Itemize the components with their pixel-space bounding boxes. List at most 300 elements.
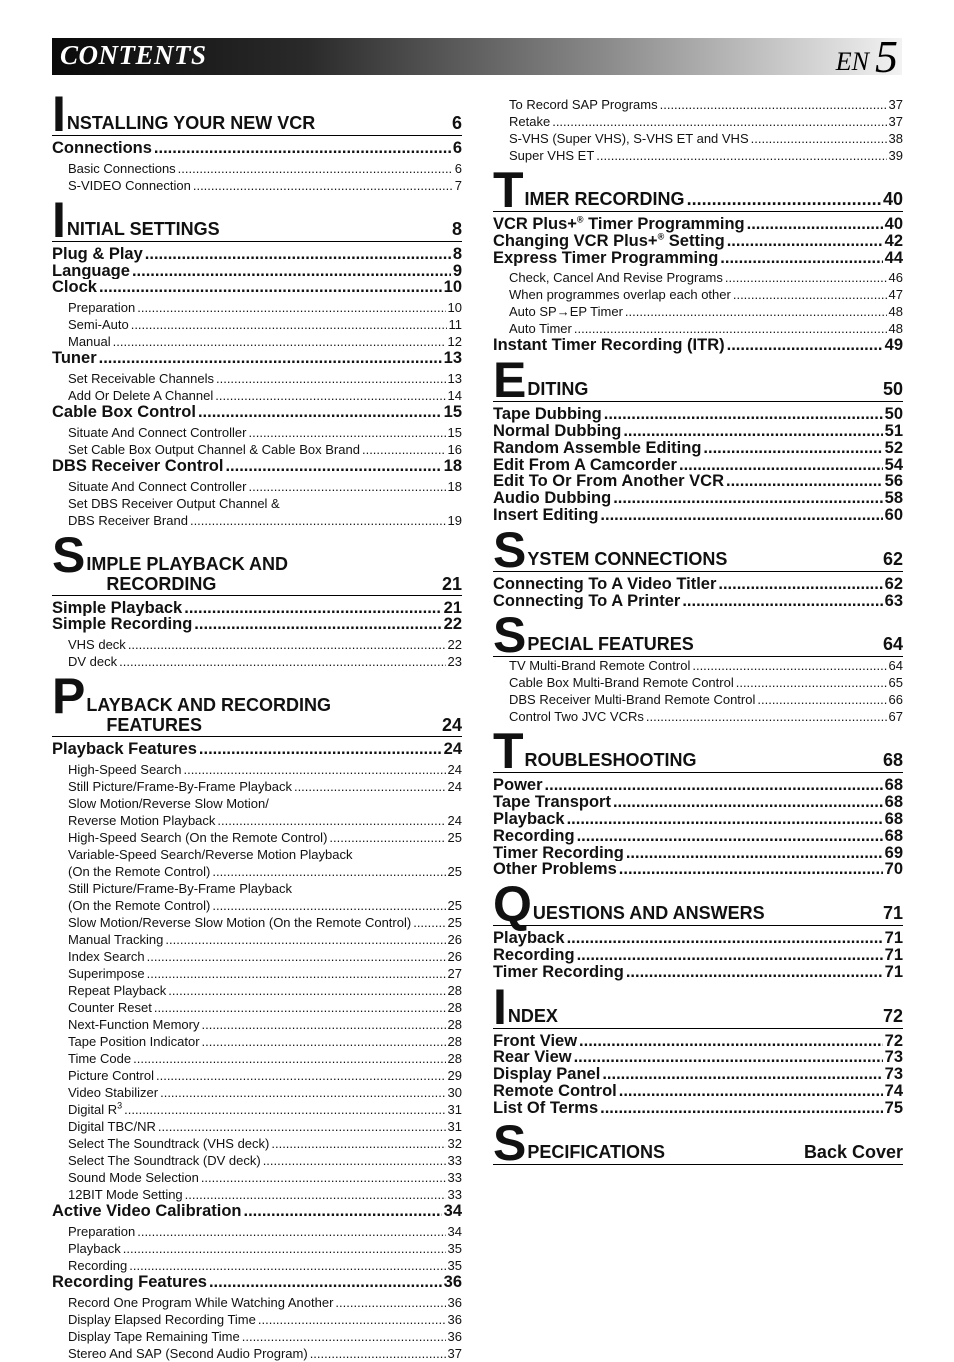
- toc-entry[interactable]: [52, 1203, 462, 1220]
- entry-title-text: Video Stabilizer: [68, 1084, 159, 1100]
- entry-title-text: Clock: [52, 279, 97, 297]
- toc-subentry[interactable]: [52, 512, 462, 529]
- dot-leader: [727, 233, 883, 250]
- entry-title: [509, 674, 734, 691]
- toc-subentry[interactable]: [52, 761, 462, 778]
- entry-title: [493, 490, 611, 507]
- entry-page: 69: [884, 844, 903, 862]
- page-number-block: [835, 31, 898, 82]
- entry-page: 27: [447, 965, 462, 981]
- entry-page: 33: [447, 1152, 462, 1168]
- entry-page: 75: [884, 1099, 903, 1117]
- toc-subentry[interactable]: [52, 1223, 462, 1240]
- entry-title-text: Recording: [68, 1257, 128, 1273]
- section-heading[interactable]: [52, 191, 462, 248]
- toc-entry[interactable]: [493, 845, 903, 862]
- dot-leader: [99, 350, 442, 367]
- toc-entry[interactable]: [493, 1100, 903, 1117]
- entry-title: [493, 250, 718, 267]
- entry-page: 42: [884, 232, 903, 250]
- entry-title-text: Instant Timer Recording (ITR): [493, 337, 725, 355]
- entry-title-text: Superimpose: [68, 965, 145, 981]
- dot-leader: [718, 576, 882, 593]
- entry-title-text: Preparation: [68, 1223, 136, 1239]
- toc-entry[interactable]: [493, 930, 903, 947]
- section-heading[interactable]: [493, 876, 903, 933]
- toc-subentry[interactable]: [52, 424, 462, 441]
- toc-subentry[interactable]: [52, 441, 462, 458]
- entry-page: 32: [447, 1135, 462, 1151]
- entry-title-text: Timer Recording: [493, 963, 624, 981]
- entry-title: [68, 1118, 156, 1135]
- entry-title-text: Select The Soundtrack (DV deck): [68, 1152, 261, 1168]
- toc-entry[interactable]: [52, 600, 462, 617]
- section-title: [493, 978, 903, 1035]
- entry-page: 19: [447, 512, 462, 528]
- toc-entry[interactable]: [493, 490, 903, 507]
- entry-page: 26: [447, 931, 462, 947]
- section-heading[interactable]: [52, 86, 462, 142]
- dot-leader: [329, 829, 445, 846]
- dot-leader: [154, 999, 446, 1016]
- toc-entry[interactable]: [52, 140, 462, 157]
- entry-title-text: Connections: [52, 140, 152, 157]
- dot-leader: [736, 674, 887, 691]
- section-heading[interactable]: [493, 521, 903, 578]
- toc-subentry[interactable]: [52, 160, 462, 177]
- dot-leader: [249, 478, 446, 495]
- section-title-text: PECIAL FEATURES: [527, 634, 694, 655]
- entry-page: 56: [884, 473, 903, 491]
- entry-superscript: ®: [657, 232, 665, 242]
- toc-entry[interactable]: [52, 741, 462, 758]
- section-initial: S: [493, 521, 527, 578]
- dot-leader: [258, 1311, 446, 1328]
- section-initial: S: [493, 607, 527, 664]
- section-heading[interactable]: [493, 352, 903, 409]
- toc-subentry[interactable]: [52, 653, 462, 670]
- entry-title: [68, 1101, 122, 1118]
- toc-subentry[interactable]: [52, 863, 462, 880]
- toc-subentry[interactable]: [52, 1169, 462, 1186]
- section-initial: E: [493, 352, 527, 409]
- toc-entry[interactable]: [493, 811, 903, 828]
- toc-subentry[interactable]: [493, 147, 903, 164]
- entry-title: [52, 140, 152, 157]
- entry-title: [509, 96, 658, 113]
- dot-leader: [185, 1186, 446, 1203]
- entry-title-text: Next-Function Memory: [68, 1016, 200, 1032]
- toc-subentry[interactable]: [52, 1118, 462, 1135]
- toc-subentry[interactable]: [52, 1345, 462, 1362]
- entry-page: 68: [884, 810, 903, 828]
- toc-subentry[interactable]: [493, 269, 903, 286]
- entry-title: [68, 478, 247, 495]
- dot-leader: [682, 593, 882, 610]
- section-heading[interactable]: [493, 723, 903, 780]
- entry-title-text: Situate And Connect Controller: [68, 478, 247, 494]
- toc-subentry[interactable]: [52, 897, 462, 914]
- section-page: 68: [882, 750, 903, 771]
- section-title-text: LAYBACK AND RECORDING: [86, 695, 332, 716]
- entry-title-text: Slow Motion/Reverse Slow Motion (On the Remote Control): [68, 914, 412, 930]
- entry-title: [68, 778, 292, 795]
- entry-title-text: Preparation: [68, 300, 136, 316]
- toc-subentry[interactable]: [52, 948, 462, 965]
- entry-title: [68, 512, 188, 529]
- toc-entry[interactable]: [52, 404, 462, 421]
- dot-leader: [113, 333, 446, 350]
- entry-title-text: Active Video Calibration: [52, 1202, 242, 1220]
- entry-page: 47: [888, 287, 903, 303]
- toc-subentry[interactable]: [52, 1294, 462, 1311]
- entry-page: 18: [447, 478, 462, 494]
- toc-entry[interactable]: [493, 1049, 903, 1066]
- toc-subentry[interactable]: [52, 1067, 462, 1084]
- entry-title-text: Audio Dubbing: [493, 490, 612, 507]
- section-page: 6: [451, 113, 462, 133]
- entry-title: [52, 458, 223, 475]
- entry-title-text: Digital TBC/NR: [68, 1118, 156, 1134]
- toc-entry[interactable]: [493, 1066, 903, 1083]
- entry-page: 34: [447, 1223, 462, 1239]
- toc-subentry-continued: Set DBS Receiver Output Channel &: [68, 495, 280, 511]
- toc-subentry[interactable]: [52, 387, 462, 404]
- entry-page: 68: [884, 827, 903, 845]
- entry-page: 21: [443, 599, 462, 617]
- entry-title: [68, 1294, 333, 1311]
- entry-title-text: Tuner: [52, 350, 97, 367]
- dot-leader: [242, 1328, 446, 1345]
- dot-leader: [600, 507, 882, 524]
- toc-entry[interactable]: [493, 507, 903, 524]
- section-heading[interactable]: [52, 668, 462, 737]
- entry-page: 22: [443, 616, 462, 634]
- entry-title-text: Reverse Motion Playback: [68, 812, 216, 828]
- toc-entry[interactable]: [493, 440, 903, 457]
- dot-leader: [294, 778, 446, 795]
- dot-leader: [99, 279, 442, 296]
- section-page: 8: [451, 218, 462, 239]
- toc-subentry[interactable]: [52, 812, 462, 829]
- entry-title: [509, 130, 749, 147]
- section-title-line: [86, 554, 462, 574]
- entry-page: 52: [884, 439, 903, 457]
- section-heading[interactable]: [52, 526, 462, 596]
- entry-page: 39: [888, 148, 903, 163]
- dot-leader: [178, 160, 453, 177]
- entry-title: [509, 269, 723, 286]
- entry-page: 31: [447, 1101, 462, 1117]
- entry-title: [68, 1016, 199, 1033]
- toc-subentry[interactable]: [52, 1240, 462, 1257]
- toc-entry[interactable]: [493, 406, 903, 423]
- toc-subentry[interactable]: [52, 1328, 462, 1345]
- entry-title: [68, 1169, 199, 1186]
- toc-subentry[interactable]: [52, 636, 462, 653]
- toc-entry[interactable]: [493, 576, 903, 593]
- entry-page: 72: [884, 1032, 903, 1050]
- toc-subentry[interactable]: [52, 1152, 462, 1169]
- toc-subentry[interactable]: [52, 965, 462, 982]
- toc-subentry[interactable]: [52, 177, 462, 194]
- entry-title: [68, 1152, 261, 1169]
- entry-page: 24: [447, 778, 462, 794]
- section-page: 64: [882, 634, 903, 655]
- toc-subentry[interactable]: [52, 931, 462, 948]
- entry-page: 58: [884, 490, 903, 507]
- entry-title-text: Tape Position Indicator: [68, 1033, 200, 1049]
- entry-title: [493, 337, 725, 354]
- entry-page: 12: [447, 334, 462, 350]
- entry-title-text: High-Speed Search (On the Remote Control): [68, 829, 328, 845]
- toc-subentry[interactable]: [493, 286, 903, 303]
- section-page: 71: [882, 903, 903, 924]
- entry-title-text: Manual Tracking: [68, 931, 164, 947]
- entry-title-text: Display Tape Remaining Time: [68, 1328, 240, 1344]
- dot-leader: [244, 1203, 442, 1220]
- dot-leader: [613, 490, 882, 507]
- entry-title: [509, 286, 731, 303]
- toc-subentry[interactable]: [52, 1084, 462, 1101]
- toc-entry[interactable]: [493, 250, 903, 267]
- entry-title: [493, 1100, 598, 1117]
- toc-subentry[interactable]: [52, 982, 462, 999]
- entry-page: 64: [888, 658, 903, 674]
- entry-title-text: To Record SAP Programs: [509, 97, 658, 112]
- entry-title: [68, 982, 166, 999]
- entry-page: 13: [447, 370, 462, 386]
- entry-title-text: Picture Control: [68, 1067, 154, 1083]
- toc-entry[interactable]: [52, 616, 462, 633]
- entry-title-text: Auto Timer: [509, 321, 572, 337]
- dot-leader: [725, 269, 887, 286]
- section-heading[interactable]: [493, 1114, 903, 1171]
- dot-leader: [623, 423, 882, 440]
- section-initial: S: [493, 1114, 527, 1171]
- dot-leader: [567, 811, 883, 828]
- dot-leader: [619, 861, 883, 878]
- entry-title: [68, 316, 129, 333]
- dot-leader: [602, 1066, 882, 1083]
- entry-title: [52, 1203, 242, 1220]
- dot-leader: [596, 147, 886, 164]
- entry-title: [493, 930, 565, 947]
- entry-page: 15: [443, 403, 462, 421]
- entry-title-text-2: Timer Programming: [583, 216, 745, 233]
- entry-title: [509, 708, 644, 725]
- toc-entry[interactable]: [52, 350, 462, 367]
- dot-leader: [165, 931, 445, 948]
- toc-subentry[interactable]: [493, 657, 903, 674]
- entry-page: 37: [888, 114, 903, 129]
- toc-entry[interactable]: [493, 233, 903, 250]
- entry-title: [68, 1033, 200, 1050]
- entry-title: [493, 233, 725, 250]
- section-heading[interactable]: [493, 978, 903, 1035]
- toc-subentry[interactable]: [52, 829, 462, 846]
- toc-subentry[interactable]: [52, 1135, 462, 1152]
- toc-entry[interactable]: [493, 1083, 903, 1100]
- toc-subentry[interactable]: [52, 1311, 462, 1328]
- entry-page: 24: [447, 761, 462, 777]
- entry-page: 8: [452, 245, 462, 263]
- toc-subentry[interactable]: [52, 333, 462, 350]
- toc-subentry[interactable]: [52, 1016, 462, 1033]
- toc-entry[interactable]: [493, 423, 903, 440]
- toc-entry[interactable]: [52, 279, 462, 296]
- entry-title: [52, 600, 182, 617]
- entry-title: [509, 320, 572, 337]
- entry-title: [68, 1084, 158, 1101]
- dot-leader: [183, 761, 445, 778]
- section-title-line: [67, 219, 462, 239]
- entry-page: 28: [447, 1050, 462, 1066]
- entry-title-text: Connecting To A Printer: [493, 592, 681, 610]
- section-title: [493, 352, 903, 409]
- toc-subentry[interactable]: [52, 370, 462, 387]
- toc-subentry[interactable]: [52, 316, 462, 333]
- entry-page: 73: [884, 1066, 903, 1083]
- section-title-line: [86, 715, 462, 735]
- entry-title: [68, 636, 126, 653]
- toc-subentry[interactable]: [493, 674, 903, 691]
- entry-title: [493, 216, 745, 233]
- toc-subentry[interactable]: [52, 478, 462, 495]
- toc-entry[interactable]: [52, 1274, 462, 1291]
- toc-entry[interactable]: [493, 457, 903, 474]
- dot-leader: [123, 1240, 446, 1257]
- toc-subentry[interactable]: [493, 691, 903, 708]
- entry-page: 11: [448, 317, 462, 333]
- entry-title-text: Playback: [493, 810, 565, 828]
- entry-title: [493, 440, 701, 457]
- entry-title-text: Recording: [493, 827, 575, 845]
- toc-entry[interactable]: [493, 473, 903, 490]
- entry-title: [493, 811, 565, 828]
- entry-title: [493, 845, 624, 862]
- section-title-text: YSTEM CONNECTIONS: [527, 548, 728, 569]
- section-heading[interactable]: [493, 607, 903, 664]
- entry-page: 35: [447, 1257, 462, 1273]
- toc-entry[interactable]: [52, 246, 462, 263]
- toc-entry[interactable]: [493, 861, 903, 878]
- toc-subentry[interactable]: [52, 299, 462, 316]
- dot-leader: [201, 1016, 445, 1033]
- entry-page: 68: [884, 794, 903, 811]
- entry-page: 25: [447, 897, 462, 913]
- entry-page: 37: [447, 1345, 462, 1361]
- dot-leader: [160, 1084, 445, 1101]
- toc-subentry[interactable]: [52, 914, 462, 931]
- dot-leader: [679, 457, 883, 474]
- entry-title: [52, 246, 143, 263]
- toc-entry[interactable]: [52, 263, 462, 280]
- entry-title-text: Simple Playback: [52, 599, 183, 617]
- entry-title-text: Normal Dubbing: [493, 422, 622, 440]
- toc-subentry[interactable]: [52, 1033, 462, 1050]
- entry-page: 10: [447, 300, 462, 316]
- toc-subentry[interactable]: [493, 708, 903, 725]
- section-initial: P: [52, 668, 86, 725]
- toc-entry[interactable]: [493, 777, 903, 794]
- entry-title-text: When programmes overlap each other: [509, 287, 731, 303]
- section-title-text: IMER RECORDING: [524, 189, 685, 209]
- toc-entry[interactable]: [493, 828, 903, 845]
- section-title-text: NDEX: [507, 1005, 558, 1026]
- toc-entry[interactable]: [493, 216, 903, 233]
- entry-title: [493, 1066, 600, 1083]
- entry-title-text: S-VHS (Super VHS), S-VHS ET and VHS: [509, 131, 749, 146]
- toc-subentry[interactable]: [52, 1101, 462, 1118]
- entry-title: [52, 616, 192, 633]
- dot-leader: [726, 473, 883, 490]
- entry-title: [68, 387, 213, 404]
- section-page: 21: [441, 573, 462, 594]
- entry-title-text: Basic Connections: [68, 160, 176, 176]
- toc-entry[interactable]: [493, 593, 903, 610]
- toc-subentry[interactable]: [52, 999, 462, 1016]
- section-title: [493, 162, 903, 218]
- toc-subentry[interactable]: [52, 778, 462, 795]
- entry-title: [68, 441, 360, 458]
- dot-leader: [626, 845, 883, 862]
- entry-page: 44: [884, 249, 903, 267]
- toc-entry[interactable]: [493, 1033, 903, 1050]
- toc-subentry[interactable]: [52, 1050, 462, 1067]
- toc-subentry[interactable]: [52, 1186, 462, 1203]
- toc-subentry[interactable]: [493, 113, 903, 130]
- toc-entry[interactable]: [493, 964, 903, 981]
- entry-title-text: Simple Recording: [52, 616, 193, 634]
- section-title: [52, 191, 462, 248]
- page-number: 5: [875, 31, 898, 82]
- toc-subentry[interactable]: [493, 130, 903, 147]
- toc-entry[interactable]: [493, 337, 903, 354]
- section-title-line: [527, 549, 903, 569]
- dot-leader: [567, 930, 883, 947]
- entry-page: 63: [884, 592, 903, 610]
- toc-subentry[interactable]: [493, 303, 903, 320]
- entry-page: 7: [454, 177, 462, 193]
- entry-title-text: 12BIT Mode Setting: [68, 1186, 183, 1202]
- dot-leader: [194, 616, 441, 633]
- entry-title-text: Plug & Play: [52, 245, 143, 263]
- dot-leader: [362, 441, 446, 458]
- section-title-line: [508, 1006, 903, 1026]
- toc-entry[interactable]: [493, 794, 903, 811]
- entry-title-text: Insert Editing: [493, 506, 599, 524]
- entry-title: [68, 424, 247, 441]
- entry-page: 48: [888, 321, 903, 337]
- section-title-text: NITIAL SETTINGS: [66, 218, 220, 239]
- toc-subentry[interactable]: [493, 320, 903, 337]
- entry-title-text: Connecting To A Video Titler: [493, 575, 717, 593]
- section-title-text: DITING: [527, 379, 589, 400]
- toc-entry[interactable]: [52, 458, 462, 475]
- dot-leader: [545, 777, 883, 794]
- toc-entry[interactable]: [493, 947, 903, 964]
- section-page: 72: [882, 1005, 903, 1026]
- dot-leader: [579, 1033, 883, 1050]
- entry-title: [493, 576, 716, 593]
- entry-title: [68, 1257, 127, 1274]
- toc-subentry[interactable]: [493, 96, 903, 113]
- section-heading[interactable]: [493, 162, 903, 218]
- entry-title: [52, 350, 97, 367]
- entry-title-text: Front View: [493, 1032, 578, 1050]
- toc-subentry[interactable]: [52, 1257, 462, 1274]
